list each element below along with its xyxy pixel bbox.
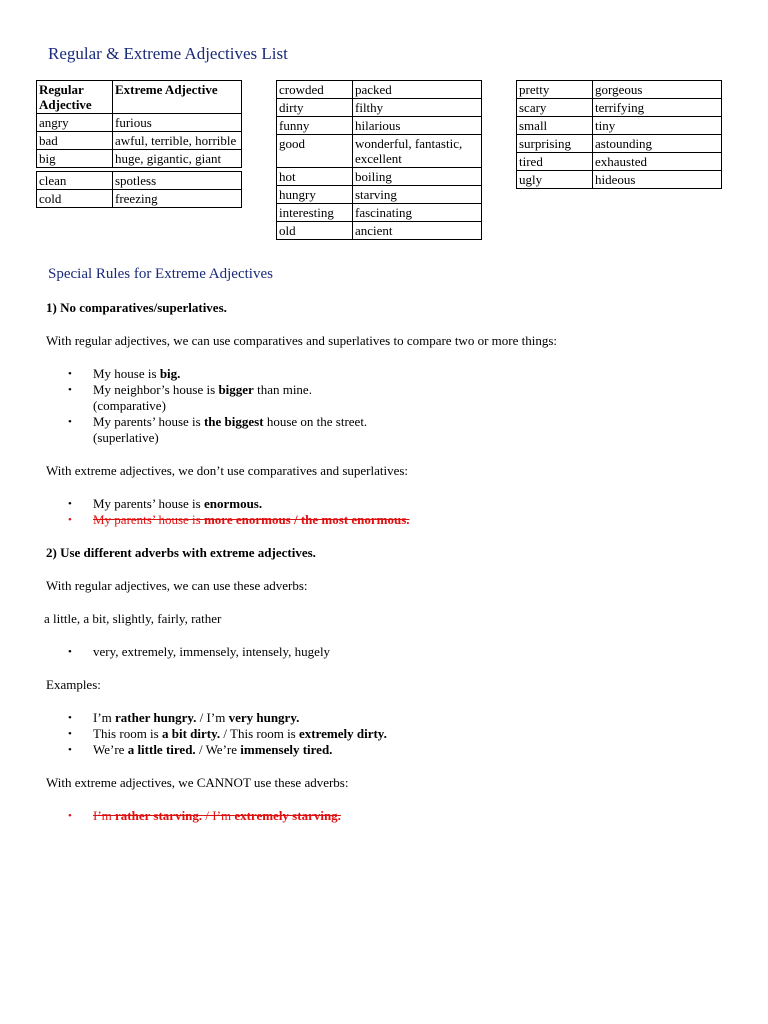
example-text: This room is	[93, 726, 162, 741]
table-row	[277, 135, 482, 168]
table-row	[277, 81, 482, 99]
extreme-cell: tiny	[593, 117, 722, 135]
example-bold: the biggest	[203, 414, 264, 429]
list-item	[93, 496, 736, 512]
extreme-cell: packed	[353, 81, 482, 99]
regular-cell: good	[277, 135, 353, 168]
table-row	[37, 132, 242, 150]
table-row	[517, 135, 722, 153]
example-text: than mine.	[253, 382, 312, 397]
regular-cell: old	[277, 222, 353, 240]
table-row	[37, 114, 242, 132]
example-bold: more enormous / the most enormous.	[203, 512, 410, 527]
example-text: / I’m	[202, 808, 235, 823]
regular-cell: hungry	[277, 186, 353, 204]
table-row	[517, 171, 722, 189]
regular-cell: tired	[517, 153, 593, 171]
rule2-heading: 2) Use different adverbs with extreme adjectives.	[46, 545, 316, 560]
regular-cell: scary	[517, 99, 593, 117]
example-text: My parents’ house is	[93, 496, 204, 511]
list-item	[93, 742, 736, 758]
example-text: I’m	[93, 710, 116, 725]
list-item	[93, 726, 736, 742]
example-text: / I’m	[196, 710, 229, 725]
extreme-cell: gorgeous	[593, 81, 722, 99]
section-title: Special Rules for Extreme Adjectives	[48, 266, 273, 282]
example-note: (superlative)	[93, 430, 159, 445]
rule2-intro: With regular adjectives, we can use these adverbs:	[46, 578, 308, 593]
extreme-cell: hilarious	[353, 117, 482, 135]
list-item-incorrect	[93, 512, 736, 528]
regular-cell: pretty	[517, 81, 593, 99]
extreme-cell: ancient	[353, 222, 482, 240]
extreme-cell: terrifying	[593, 99, 722, 117]
example-text: My neighbor’s house is	[93, 382, 219, 397]
adjectives-table-2	[276, 80, 482, 240]
table-row	[277, 222, 482, 240]
example-bold: extremely starving.	[234, 808, 341, 823]
regular-cell: interesting	[277, 204, 353, 222]
example-text: My parents’ house is	[93, 512, 204, 527]
adjectives-table-3	[516, 80, 722, 189]
adjectives-table-1	[36, 80, 242, 208]
extreme-cell: exhausted	[593, 153, 722, 171]
table-row	[277, 168, 482, 186]
regular-cell: surprising	[517, 135, 593, 153]
example-bold: enormous.	[203, 496, 263, 511]
list-item	[93, 382, 736, 414]
example-text: My house is	[93, 366, 160, 381]
regular-cell: bad	[37, 132, 113, 150]
rule2-wrong-examples	[46, 808, 736, 824]
regular-cell: crowded	[277, 81, 353, 99]
adverb-list-plain: a little, a bit, slightly, fairly, rather	[44, 611, 222, 626]
example-text: My parents’ house is	[93, 414, 204, 429]
rule1-heading: 1) No comparatives/superlatives.	[46, 300, 227, 315]
table-row	[517, 99, 722, 117]
example-text: I’m	[93, 808, 116, 823]
regular-cell: angry	[37, 114, 113, 132]
example-bold: extremely dirty.	[299, 726, 387, 741]
table-header-row	[37, 81, 242, 114]
examples-label: Examples:	[46, 677, 101, 692]
extreme-cell: astounding	[593, 135, 722, 153]
header-regular: Regular Adjective	[37, 81, 113, 114]
example-text: house on the street.	[263, 414, 368, 429]
list-item-incorrect	[93, 808, 736, 824]
extreme-cell: boiling	[353, 168, 482, 186]
adverb-list	[46, 644, 736, 660]
table-row	[37, 172, 242, 190]
table-row	[517, 153, 722, 171]
rule1-examples	[46, 366, 736, 446]
regular-cell: clean	[37, 172, 113, 190]
regular-cell: cold	[37, 190, 113, 208]
extreme-cell: awful, terrible, horrible	[113, 132, 242, 150]
list-item: • very, extremely, immensely, intensely, hugely	[93, 644, 736, 660]
example-bold: very hungry.	[228, 710, 300, 725]
extreme-cell: fascinating	[353, 204, 482, 222]
table-row	[277, 204, 482, 222]
example-note: (comparative)	[93, 398, 166, 413]
extreme-cell: wonderful, fantastic, excellent	[353, 135, 482, 168]
rule1-extreme-examples	[46, 496, 736, 528]
table-row	[517, 81, 722, 99]
rule1-intro: With regular adjectives, we can use comparatives and superlatives to compare two or more things:	[46, 333, 557, 348]
header-extreme: Extreme Adjective	[113, 81, 242, 114]
example-bold: rather starving.	[115, 808, 203, 823]
table-row	[517, 117, 722, 135]
extreme-cell: starving	[353, 186, 482, 204]
page-title: Regular & Extreme Adjectives List	[48, 44, 288, 63]
extreme-cell: spotless	[113, 172, 242, 190]
example-bold: bigger	[218, 382, 254, 397]
extreme-cell: furious	[113, 114, 242, 132]
rule1-extreme-intro: With extreme adjectives, we don’t use comparatives and superlatives:	[46, 463, 409, 478]
example-text: We’re	[93, 742, 128, 757]
example-bold: big.	[159, 366, 181, 381]
rules-body	[46, 300, 736, 841]
example-bold: rather hungry.	[115, 710, 197, 725]
table-row	[277, 99, 482, 117]
extreme-cell: huge, gigantic, giant	[113, 150, 242, 168]
example-text: / This room is	[220, 726, 299, 741]
table-row	[37, 190, 242, 208]
regular-cell: funny	[277, 117, 353, 135]
regular-cell: dirty	[277, 99, 353, 117]
table-row	[37, 150, 242, 168]
example-bold: a bit dirty.	[161, 726, 221, 741]
rule2-extreme-intro: With extreme adjectives, we CANNOT use these adverbs:	[46, 775, 349, 790]
regular-cell: small	[517, 117, 593, 135]
extreme-cell: filthy	[353, 99, 482, 117]
rule2-examples	[46, 710, 736, 758]
extreme-cell: hideous	[593, 171, 722, 189]
regular-cell: big	[37, 150, 113, 168]
list-item	[93, 710, 736, 726]
extreme-cell: freezing	[113, 190, 242, 208]
table-row	[277, 186, 482, 204]
table-row	[277, 117, 482, 135]
example-text: / We’re	[195, 742, 241, 757]
regular-cell: ugly	[517, 171, 593, 189]
list-item	[93, 366, 736, 382]
example-bold: a little tired.	[127, 742, 196, 757]
regular-cell: hot	[277, 168, 353, 186]
example-bold: immensely tired.	[240, 742, 333, 757]
list-item	[93, 414, 736, 446]
